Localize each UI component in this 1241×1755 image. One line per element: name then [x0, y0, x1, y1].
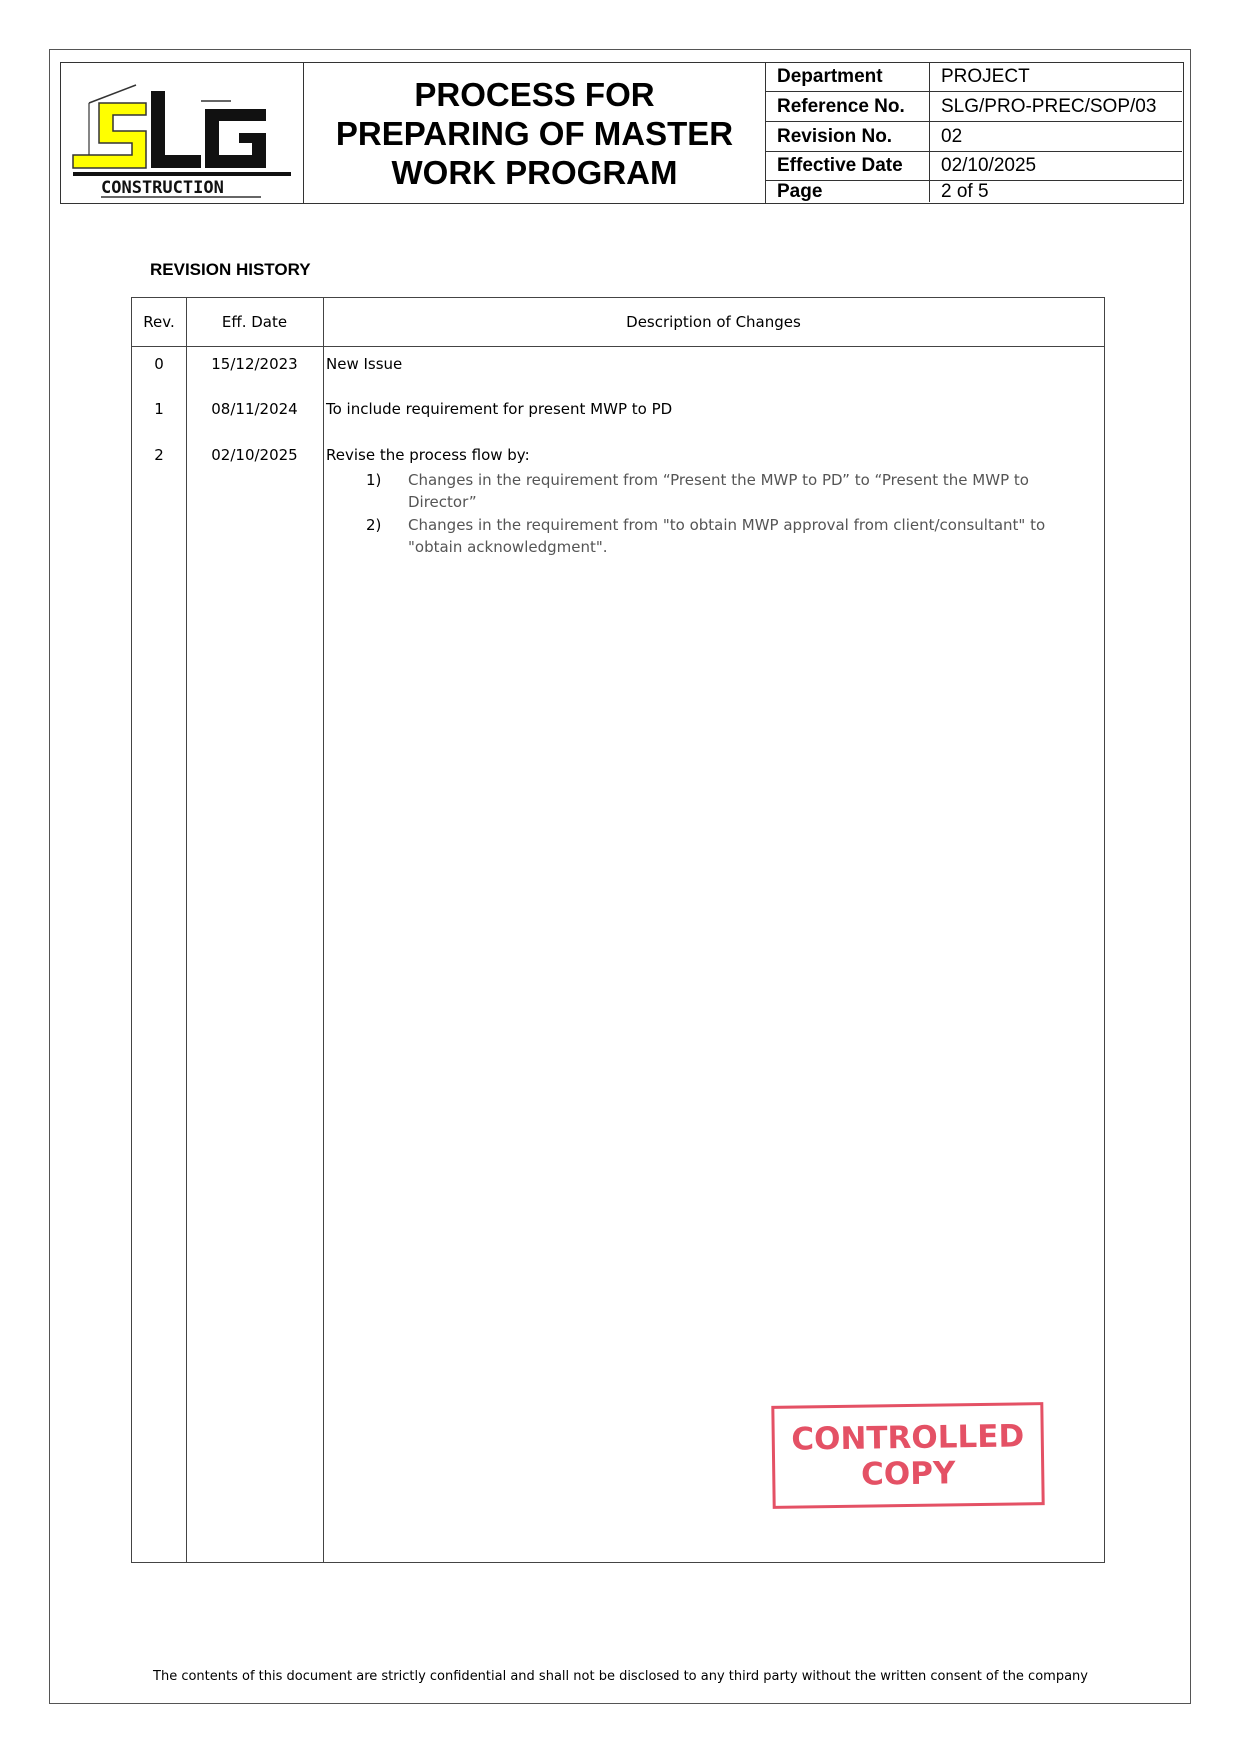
date-cell: 15/12/2023	[211, 355, 298, 373]
meta-label: Revision No.	[766, 122, 930, 151]
meta-value: 02/10/2025	[941, 155, 1037, 176]
list-item	[366, 514, 1066, 558]
meta-row-effective-date	[766, 152, 1182, 181]
document-meta-table	[766, 63, 1182, 203]
meta-label: Reference No.	[766, 92, 930, 121]
company-logo	[61, 63, 304, 203]
rev-cell: 2	[154, 446, 164, 464]
slg-logo-icon	[61, 63, 302, 203]
meta-row-department	[766, 63, 1182, 92]
list-item-number: 1)	[366, 471, 382, 489]
stamp-line: CONTROLLED	[791, 1417, 1025, 1458]
meta-value: 2 of 5	[941, 180, 989, 202]
meta-value: SLG/PRO-PREC/SOP/03	[941, 95, 1157, 117]
meta-row-revision	[766, 122, 1182, 152]
list-item-text: Changes in the requirement from "to obtain MWP approval from client/consultant" to "obtain acknowledgment".	[408, 516, 1046, 556]
list-item-text: Changes in the requirement from “Present the MWP to PD” to “Present the MWP to Director”	[408, 471, 1029, 511]
header-divider	[132, 346, 1104, 347]
document-header	[60, 62, 1184, 204]
meta-value: 02	[941, 125, 963, 147]
description-cell: To include requirement for present MWP to PD	[326, 400, 673, 418]
column-header-rev: Rev.	[143, 313, 175, 331]
list-item-number: 2)	[366, 516, 382, 534]
meta-label: Effective Date	[766, 152, 930, 180]
meta-row-reference	[766, 92, 1182, 122]
meta-value: PROJECT	[941, 66, 1030, 87]
meta-row-page	[766, 181, 1182, 202]
description-cell: Revise the process flow by:	[326, 446, 530, 464]
confidentiality-footer: The contents of this document are strictly confidential and shall not be disclosed to any third party without the written consent of the company	[153, 1669, 1088, 1684]
column-divider	[323, 298, 324, 1562]
date-cell: 02/10/2025	[211, 446, 298, 464]
description-cell: New Issue	[326, 355, 403, 373]
section-title: REVISION HISTORY	[150, 260, 311, 279]
meta-label: Page	[766, 181, 930, 202]
column-divider	[186, 298, 187, 1562]
column-header-date: Eff. Date	[221, 313, 288, 331]
revision-history-table	[131, 297, 1105, 1563]
rev-cell: 0	[154, 355, 164, 373]
document-title: PROCESS FOR PREPARING OF MASTER WORK PROGRAM	[335, 75, 734, 191]
stamp-line: COPY	[860, 1454, 956, 1493]
list-item	[366, 469, 1066, 513]
controlled-copy-stamp	[771, 1402, 1044, 1509]
meta-label: Department	[766, 63, 930, 91]
logo-subtitle: CONSTRUCTION	[101, 178, 224, 198]
rev-cell: 1	[154, 400, 164, 418]
column-header-description: Description of Changes	[626, 313, 801, 331]
date-cell: 08/11/2024	[211, 400, 298, 418]
document-title-cell	[304, 63, 766, 203]
